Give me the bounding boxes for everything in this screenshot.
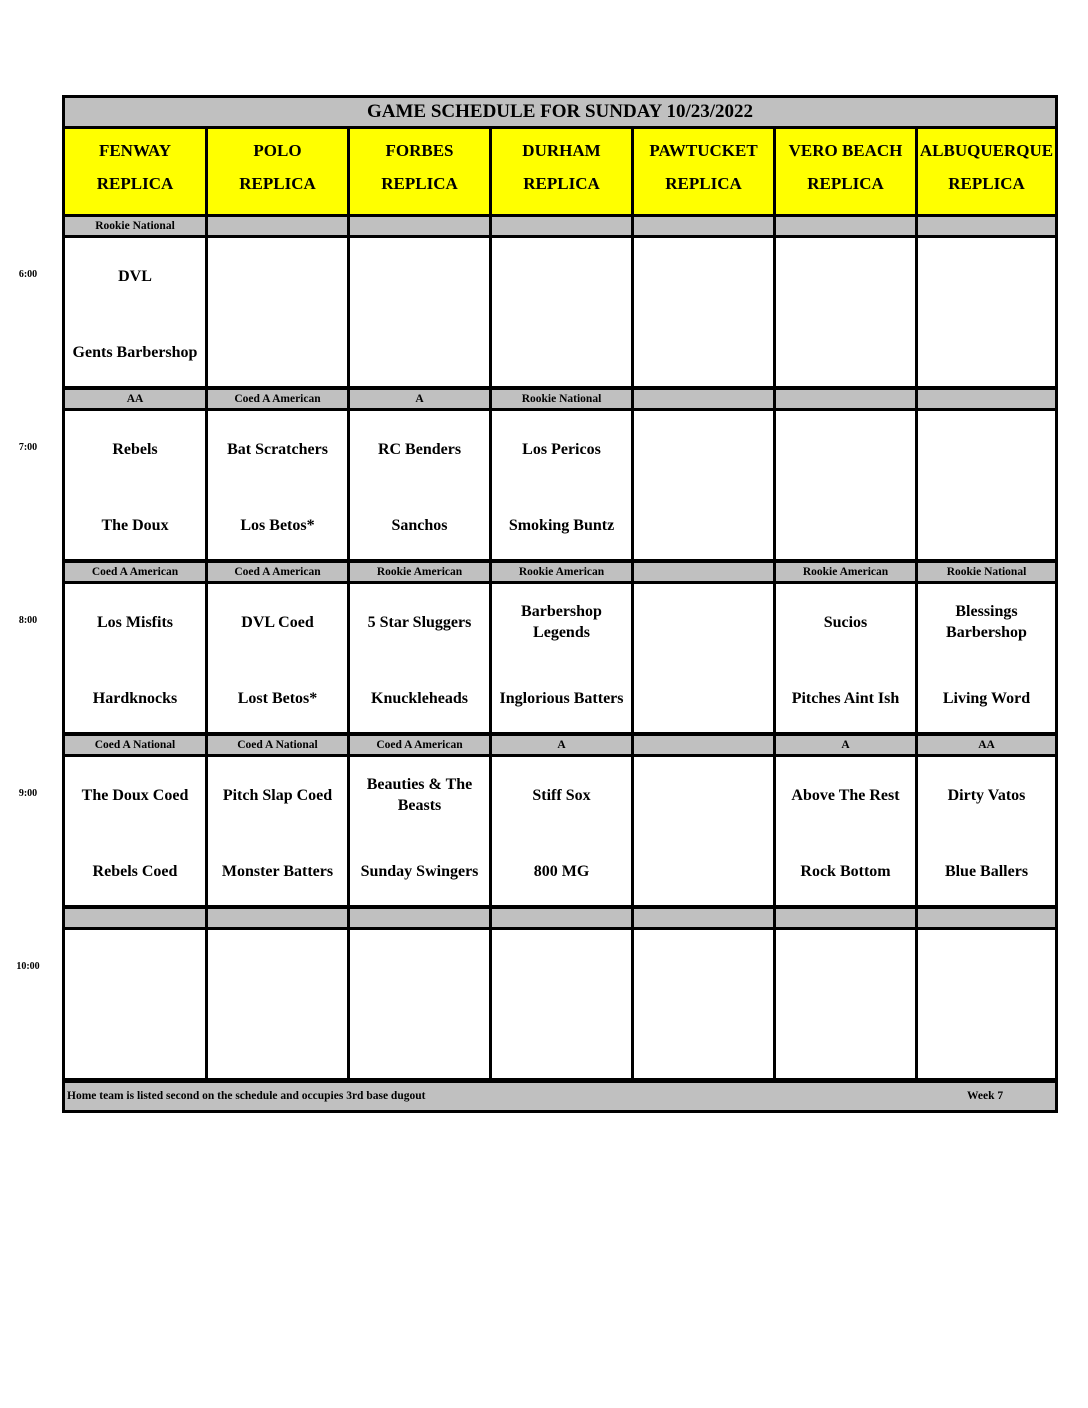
division-label (776, 217, 915, 235)
field-header (350, 129, 489, 214)
field-subtitle: REPLICA (665, 174, 742, 193)
field-subtitle: REPLICA (381, 174, 458, 193)
division-label (634, 217, 773, 235)
home-team: Sanchos (391, 516, 448, 534)
game-cell (492, 930, 631, 1078)
away-team (634, 600, 773, 644)
away-team: Sucios (823, 613, 868, 631)
game-cell (208, 238, 347, 386)
away-team: DVL (118, 267, 152, 285)
away-team (208, 946, 347, 990)
division-label (918, 217, 1055, 235)
home-team (776, 1022, 915, 1066)
away-team (350, 946, 489, 990)
week-label: Week 7 (967, 1090, 1004, 1102)
schedule-table (62, 95, 1058, 1113)
home-team (776, 330, 915, 374)
game-cell (634, 930, 773, 1078)
home-team: Hardknocks (92, 689, 178, 707)
away-team: Pitch Slap Coed (222, 786, 333, 804)
home-team: Lost Betos* (237, 689, 318, 707)
division-label: Rookie National (65, 217, 205, 235)
away-team: Los Misfits (97, 613, 173, 631)
division-label (776, 390, 915, 408)
home-team (776, 503, 915, 547)
division-label (208, 909, 347, 927)
home-team (350, 1022, 489, 1066)
game-cell (634, 584, 773, 732)
home-team: Pitches Aint Ish (791, 689, 900, 707)
away-team: Los Pericos (522, 440, 601, 458)
home-team: The Doux (101, 516, 169, 534)
game-cell (776, 930, 915, 1078)
division-label (350, 217, 489, 235)
division-label: Coed A National (65, 736, 205, 754)
away-team (492, 254, 631, 298)
home-team (492, 1022, 631, 1066)
field-header (634, 129, 773, 214)
game-cell (350, 930, 489, 1078)
division-label: A (776, 736, 915, 754)
game-cell (492, 584, 631, 732)
home-team (65, 1022, 205, 1066)
home-team (634, 849, 773, 893)
division-label (918, 390, 1055, 408)
field-name: POLO (253, 141, 302, 160)
division-label (634, 563, 773, 581)
field-header (208, 129, 347, 214)
home-team: Rock Bottom (800, 862, 891, 880)
field-name: VERO BEACH (788, 141, 903, 160)
division-label (634, 736, 773, 754)
home-team (918, 503, 1055, 547)
field-subtitle: REPLICA (948, 174, 1025, 193)
field-header (492, 129, 631, 214)
field-name: ALBUQUERQUE (919, 141, 1054, 160)
home-team (492, 330, 631, 374)
game-cell (918, 584, 1055, 732)
home-team: Inglorious Batters (499, 689, 624, 707)
game-cell (65, 930, 205, 1078)
time-label: 10:00 (16, 961, 40, 972)
division-label (208, 217, 347, 235)
field-name: FENWAY (98, 141, 172, 160)
division-label: Coed A American (208, 390, 347, 408)
division-label: Rookie American (492, 563, 631, 581)
division-label: Rookie American (350, 563, 489, 581)
game-cell (65, 584, 205, 732)
game-cell (350, 411, 489, 559)
field-header (65, 129, 205, 214)
time-label: 8:00 (18, 615, 38, 626)
game-cell (208, 411, 347, 559)
away-team: Blessings Barbershop (946, 603, 1027, 641)
game-cell (776, 584, 915, 732)
away-team (492, 946, 631, 990)
division-label (776, 909, 915, 927)
field-subtitle: REPLICA (96, 174, 174, 193)
time-label: 7:00 (18, 442, 38, 453)
field-name: FORBES (385, 141, 454, 160)
home-team (208, 330, 347, 374)
away-team (918, 254, 1055, 298)
game-cell (492, 411, 631, 559)
away-team: Beauties & The Beasts (366, 776, 473, 814)
footer-bar (65, 1083, 1055, 1110)
field-header (776, 129, 915, 214)
away-team (776, 946, 915, 990)
away-team (208, 254, 347, 298)
division-label: Rookie National (918, 563, 1055, 581)
away-team: Above The Rest (791, 786, 900, 804)
away-team (634, 773, 773, 817)
division-label (65, 909, 205, 927)
division-label (492, 217, 631, 235)
schedule-title: GAME SCHEDULE FOR SUNDAY 10/23/2022 (65, 98, 1055, 126)
game-cell (918, 411, 1055, 559)
game-cell (918, 757, 1055, 905)
home-team (634, 503, 773, 547)
away-team (776, 427, 915, 471)
division-label: A (350, 390, 489, 408)
home-team (918, 1022, 1055, 1066)
away-team: Stiff Sox (532, 786, 591, 804)
home-team (634, 330, 773, 374)
division-label (492, 909, 631, 927)
division-label: AA (918, 736, 1055, 754)
home-team: Los Betos* (240, 516, 315, 534)
division-label: Coed A American (208, 563, 347, 581)
away-team (918, 427, 1055, 471)
game-cell (350, 757, 489, 905)
home-team: Sunday Swingers (360, 862, 479, 880)
field-header (918, 129, 1055, 214)
time-label: 6:00 (18, 269, 38, 280)
time-label: 9:00 (18, 788, 38, 799)
home-team (918, 330, 1055, 374)
home-team (634, 1022, 773, 1066)
game-cell (776, 757, 915, 905)
game-cell (350, 584, 489, 732)
field-subtitle: REPLICA (807, 174, 884, 193)
game-cell (65, 757, 205, 905)
division-label: A (492, 736, 631, 754)
field-subtitle: REPLICA (523, 174, 600, 193)
field-name: PAWTUCKET (649, 141, 758, 160)
away-team: Rebels (112, 440, 158, 458)
game-cell (776, 238, 915, 386)
game-cell (918, 238, 1055, 386)
away-team (776, 254, 915, 298)
home-team: Monster Batters (221, 862, 334, 880)
division-label (350, 909, 489, 927)
home-team (634, 676, 773, 720)
away-team (918, 946, 1055, 990)
division-label (634, 390, 773, 408)
home-team (208, 1022, 347, 1066)
game-cell (208, 584, 347, 732)
game-cell (350, 238, 489, 386)
game-cell (918, 930, 1055, 1078)
division-label: Coed A National (208, 736, 347, 754)
field-subtitle: REPLICA (239, 174, 316, 193)
division-label: Rookie National (492, 390, 631, 408)
game-cell (208, 757, 347, 905)
home-team: Smoking Buntz (508, 516, 615, 534)
home-team: Gents Barbershop (72, 343, 198, 361)
home-team: 800 MG (533, 862, 590, 880)
away-team (65, 946, 205, 990)
division-label: Coed A American (350, 736, 489, 754)
game-cell (492, 238, 631, 386)
game-cell (208, 930, 347, 1078)
away-team: RC Benders (377, 440, 462, 458)
home-team: Blue Ballers (944, 862, 1029, 880)
footer-note: Home team is listed second on the schedule and occupies 3rd base dugout (67, 1090, 426, 1102)
game-cell (65, 411, 205, 559)
away-team (634, 427, 773, 471)
game-cell (65, 238, 205, 386)
game-cell (776, 411, 915, 559)
home-team (350, 330, 489, 374)
game-cell (634, 411, 773, 559)
away-team: Dirty Vatos (947, 786, 1026, 804)
away-team: Bat Scratchers (227, 440, 328, 458)
away-team (634, 946, 773, 990)
division-label: Rookie American (776, 563, 915, 581)
away-team: Barbershop Legends (521, 603, 602, 641)
division-label (634, 909, 773, 927)
field-name: DURHAM (522, 141, 601, 160)
home-team: Living Word (942, 689, 1031, 707)
away-team: The Doux Coed (81, 786, 189, 804)
division-label (918, 909, 1055, 927)
away-team (634, 254, 773, 298)
away-team (350, 254, 489, 298)
away-team: DVL Coed (241, 613, 314, 631)
game-cell (492, 757, 631, 905)
away-team: 5 Star Sluggers (367, 613, 472, 631)
home-team: Rebels Coed (92, 862, 178, 880)
home-team: Knuckleheads (371, 689, 468, 707)
game-cell (634, 757, 773, 905)
division-label: Coed A American (65, 563, 205, 581)
division-label: AA (65, 390, 205, 408)
game-cell (634, 238, 773, 386)
